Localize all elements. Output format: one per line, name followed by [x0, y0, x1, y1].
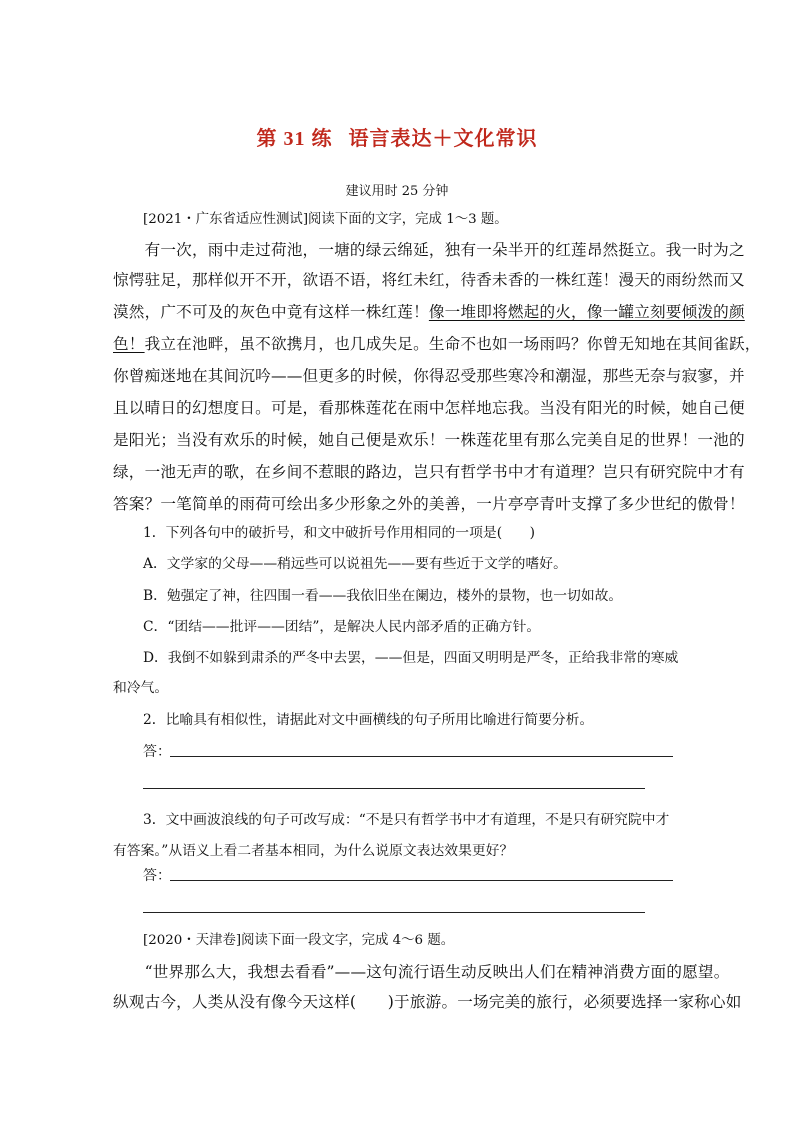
answer-line[interactable] [170, 880, 673, 881]
question-2-stem: 2．比喻具有相似性，请据此对文中画横线的句子所用比喻进行简要分析。 [143, 712, 594, 728]
question-1-option-b: B．勉强定了神，往四围一看——我依旧坐在阑边，楼外的景物，也一切如故。 [143, 588, 623, 604]
question-1-option-d-cont: 和冷气。 [113, 680, 169, 696]
passage-line: 你曾痴迷地在其间沉吟——但更多的时候，你得忍受那些寒冷和潮湿，那些无奈与寂寥，并 [113, 367, 745, 385]
suggested-time: 建议用时 25 分钟 [345, 184, 449, 199]
question-1-option-c: C．“团结——批评——团结”，是解决人民内部矛盾的正确方针。 [143, 619, 541, 635]
passage-line: 是阳光；当没有欢乐的时候，她自己便是欢乐！一株莲花里有那么完美自足的世界！一池的 [113, 431, 745, 449]
passage-line: 纵观古今，人类从没有像今天这样( )于旅游。一场完美的旅行，必须要选择一家称心如 [113, 993, 742, 1011]
title-number: 第 31 练 [256, 128, 333, 150]
underlined-sentence-end: 色！ [113, 335, 145, 353]
underlined-sentence: 像一堆即将燃起的火，像一罐立刻要倾泼的颜 [428, 303, 745, 321]
answer-label: 答： [143, 744, 171, 760]
answer-label: 答： [143, 868, 171, 884]
answer-line[interactable] [143, 788, 645, 789]
section2-source: [2020・天津卷]阅读下面一段文字，完成 4～6 题。 [143, 933, 455, 948]
passage-line: “世界那么大，我想去看看”——这句流行语生动反映出人们在精神消费方面的愿望。 [113, 963, 730, 981]
question-1-stem: 1．下列各句中的破折号，和文中破折号作用相同的一项是( ) [143, 525, 536, 541]
passage-line: 且以晴日的幻想度日。可是，看那株莲花在雨中怎样地忘我。当没有阳光的时候，她自己便 [113, 399, 745, 417]
question-3-stem-cont: 有答案。”从语义上看二者基本相同，为什么说原文表达效果更好？ [113, 843, 514, 859]
section1-source: [2021・广东省适应性测试]阅读下面的文字，完成 1～3 题。 [143, 212, 508, 227]
passage-line [113, 334, 761, 354]
passage-text: 漠然，广不可及的灰色中竟有这样一株红莲！ [113, 303, 429, 321]
passage-line: 惊愕驻足，那样似开不开，欲语不语，将红未红，待香未香的一株红莲！漫天的雨纷然而又 [113, 271, 745, 289]
passage-line: 绿，一池无声的歌，在乡间不惹眼的路边，岂只有哲学书中才有道理？岂只有研究院中才有 [113, 463, 745, 481]
answer-line[interactable] [143, 912, 645, 913]
passage-line [113, 302, 745, 322]
question-1-option-d: D．我倒不如躲到肃杀的严冬中去罢，——但是，四面又明明是严冬，正给我非常的寒威 [143, 650, 679, 666]
question-1-option-a: A．文学家的父母——稍远些可以说祖先——要有些近于文学的嗜好。 [143, 556, 567, 572]
answer-line[interactable] [170, 756, 673, 757]
passage-text: 我立在池畔，虽不欲携月，也几成失足。生命不也如一场雨吗？你曾无知地在其间雀跃， [144, 335, 761, 353]
passage-line: 有一次，雨中走过荷池，一塘的绿云绵延，独有一朵半开的红莲昂然挺立。我一时为之 [113, 241, 745, 259]
passage-line: 答案？一笔简单的雨荷可绘出多少形象之外的美善，一片亭亭青叶支撑了多少世纪的傲骨！ [113, 495, 745, 513]
title-topic: 语言表达＋文化常识 [348, 126, 538, 150]
question-3-stem: 3．文中画波浪线的句子可改写成：“不是只有哲学书中才有道理，不是只有研究院中才 [143, 812, 670, 828]
page-title [0, 122, 794, 151]
